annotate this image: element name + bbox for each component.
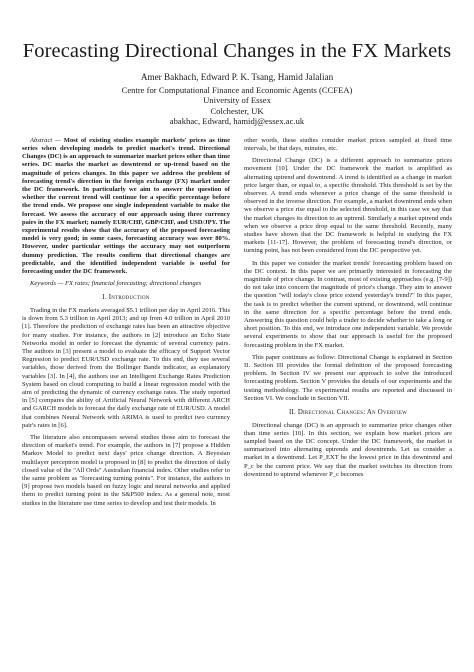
body-paragraph: In this paper we consider the market trends' forecasting problem based on the DC context. In this paper we are primarily interested in forecasting the magnitude of price change. In contrast, most of existing approaches (e.g. [7-9]) do not take into concern the magnitude of price's change. They aim to answer the question "will today's close price extend yesterday's trend?" In this paper, the task is to predict whether the current uptrend, or downtrend, will continue in the same direction for a specific percentage before the trend ends. Answering this question could help a trader to decide whether to take a long or short position. To this end, we introduce one independent variable. We provide several experiments to show that our approach is useful for the proposed forecasting problem in the FX market. (244, 259, 452, 349)
author-block (22, 72, 452, 127)
abstract-text: Most of existing studies example markets' prices as time series when developing models to predict market's trend. Directional Changes (DC) is an approach to summarize market prices other than time series. DC marks the market as downtrend or up-trend based on the magnitude of prices changes. In this paper we address the problem of forecasting trend's direction in the foreign exchange (FX) market under the DC framework. In particularly we aim to answer the question of whether the current trend will continue for a specific percentage before the trend ends. We propose one single independent variable to make the forecast. We assess the accuracy of our approach using three currency pairs in the FX market; namely EUR/CHF, GBP/CHF, and USD/JPY. The experimental results show that the accuracy of the proposed forecasting model is very good; in some cases, forecasting accuracy was over 80%. However, under particular settings the accuracy may not outperform dummy prediction. The results confirm that directional changes are predictable, and the identified independent variable is useful for forecasting under the DC framework. (22, 136, 231, 275)
affiliation-line: Colchester, UK (210, 105, 264, 116)
body-paragraph: Directional change (DC) is an approach to summarize price changes other than time series [10]. In this section, we explain how market prices are sampled based on the DC concept. Under the DC framework, the market is summarized into alternating uptrends and downtrends. Let us consider a market in a downtrend. Let P_EXT be the lowest price in this downtrend and P_c be the current price. We say that the market switches its direction from downtrend to uptrend whenever P_c becomes (244, 421, 452, 478)
paper-page (0, 40, 474, 672)
abstract (22, 137, 230, 276)
section-heading-introduction: I. Introduction (102, 294, 150, 302)
abstract-label: Abstract — (30, 136, 61, 144)
keywords-text: FX rates; financial forecasting; directional changes (65, 280, 202, 288)
author-emails: abakhac, Edward, hamidj@essex.ac.uk (169, 116, 305, 127)
two-column-body (22, 137, 452, 512)
affiliation-line: University of Essex (203, 95, 271, 106)
section-heading-directional-changes: II. Directional Changes: An Overview (289, 409, 407, 416)
body-paragraph: Trading in the FX markets averaged $5.1 trillion per day in April 2016. This is down from 5.3 trillion in April 2013; and up from 4.0 trillion in April 2010 [1]. Therefore the prediction of exchange rates has been an attractive objective for many studies. For instance, the authors in [2] introduce an Echo State Networks model in order to forecast the dynamic of several currency pairs. The authors in [3] present a model to evaluate the efficacy of Support Vector Regression to predict EUR/USD exchange rate. To this end, they use several variables, those derived from the Bollinger Bands indicator, as explanatory variables [3]. In [4], the authors use an Intelligent Exchange Rates Prediction System based on cloud computing to build a linear regression model with the aim of predicting the dynamic of currency exchange rates. The study reported in [5] compares the ability of Artificial Neural Network with different ARCH and GARCH models to forecast the daily exchange rate of EUR/USD. A model that combines Neural Network with ARIMA is used to predict two currency pair's rates in [6]. (22, 307, 230, 429)
paper-title: Forecasting Directional Changes in the FX Markets (22, 40, 452, 62)
body-paragraph: This paper continues as follow: Directional Change is explained in Section II. Section III provides the formal definition of the proposed forecasting problem. In Section IV we present our approach to solve the introduced forecasting problem. Section V provides the details of our experiments and the testing methodology. The experimental results are reported and discussed in Section VI. We conclude in Section VII. (244, 353, 452, 402)
keywords-label: Keywords — (30, 280, 64, 288)
author-names: Amer Bakhach, Edward P. K. Tsang, Hamid Jalalian (140, 71, 334, 82)
right-column (244, 137, 452, 512)
body-paragraph: The literature also encompasses several studies those aim to forecast the direction of market's trend. For example, the authors in [7] propose a Hidden Markov Model to predict next days' price change direction. A Beyesian multilayer perceptron model is proposed in [8] to predict the direction of daily closed value of the "All Ords" Australian financial index. Other studies refer to the same problem as "forecasting turning points". For instance, the authors in [9] propose two models based on fuzzy logic and neural networks and applied them to predict turning point in the S&P500 index. As a general note, most studies in the literature use time series to develop and test their models. In (22, 434, 230, 507)
keywords (22, 280, 230, 288)
body-paragraph: other words, these studies consider market prices sampled at fixed time intervals, be that days, minutes, etc. (244, 136, 452, 152)
affiliation-line: Centre for Computational Finance and Economic Agents (CCFEA) (121, 84, 353, 95)
body-paragraph: Directional Change (DC) is a different approach to summarize prices movement [10]. Under the DC framework the market is amplified as alternating uptrend and downtrend. A trend is identified as a change in market price larger than, or equal to, a specific threshold. This threshold is set by the observer. A trend ends whenever a price change of the same threshold is observed in the inverse direction. For example, a market downtrend ends when we observe a price rise equal to the selected threshold, in this case we say that the market changes its direction to an uptrend. Similarly a market uptrend ends when we observe a price drop equal to the same threshold. Recently, many studies have shown that the DC framework is helpful in studying the FX markets [11-17]. However, the problem of forecasting trend's direction, or turning point, has not been considered from the DC perspective yet. (244, 157, 452, 255)
left-column (22, 137, 230, 512)
